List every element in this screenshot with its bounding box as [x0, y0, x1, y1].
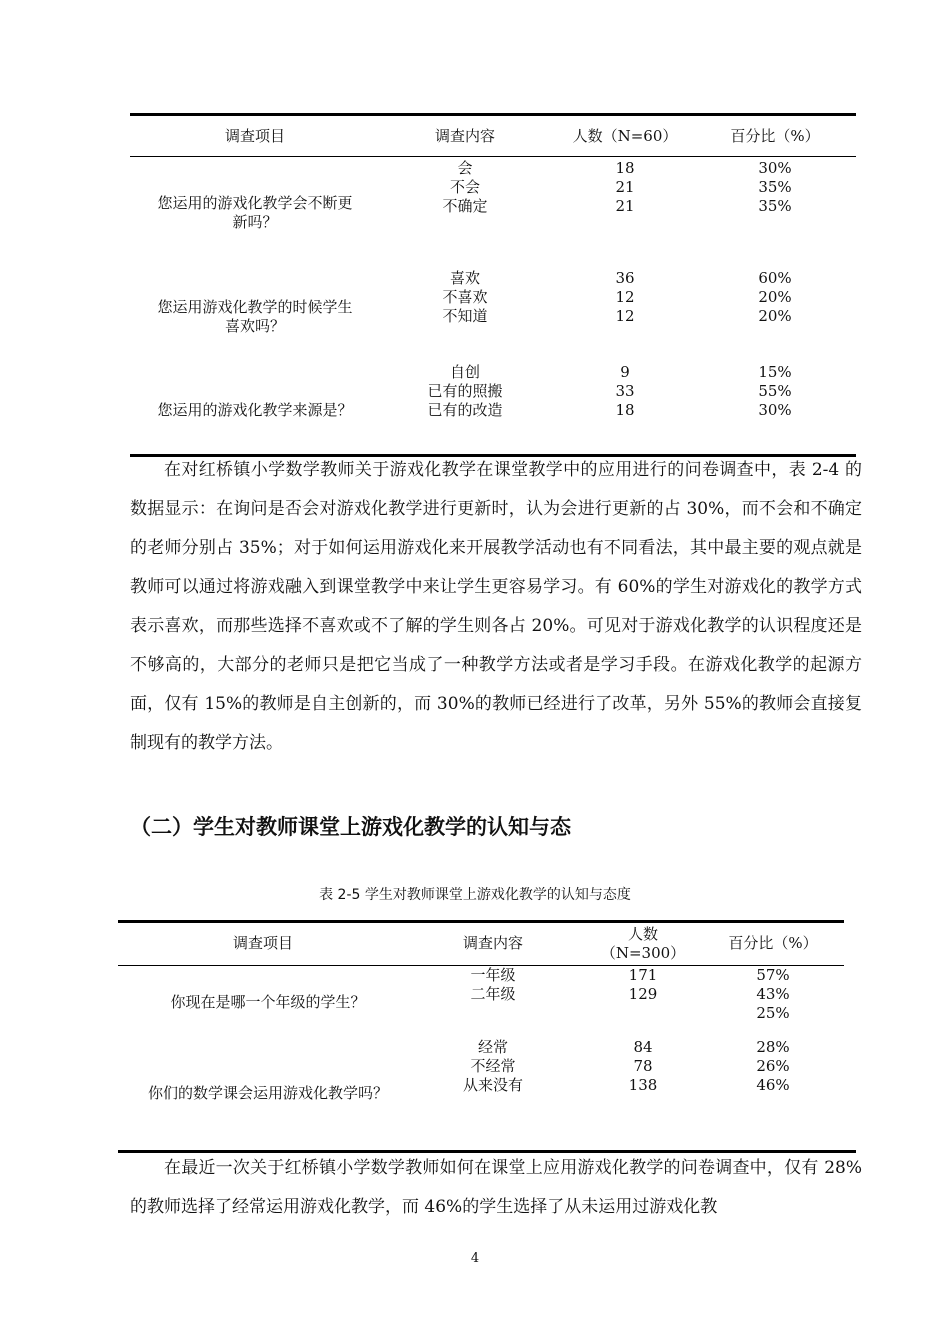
table-row-item: 你们的数学课会运用游戏化教学吗？: [147, 1084, 388, 1102]
body-paragraph: 在对红桥镇小学数学教师关于游戏化教学在课堂教学中的应用进行的问卷调查中，表 2-4 的数据显示：在询问是否会对游戏化教学进行更新时，认为会进行更新的占 30%，而不会和不确定的老师分别占 35%；对于如何运用游戏化来开展教学活动也有不同看法，其中最主要的观点就是教师可以通过将游戏融入到课堂教学中来让学生更容易学习。有 60%的学生对游戏化的教学方式表示喜欢，而那些选择不喜欢或不了解的学生则各占 20%。可见对于游戏化教学的认识程度还是不够高的，大部分的老师只是把它当成了一种教学方法或者是学习手段。在游戏化教学的起源方面，仅有 15%的教师是自主创新的，而 30%的教师已经进行了改革，另外 55%的教师会直接复制现有的教学方法。: [130, 460, 862, 753]
table-row-options: 会 不会 不确定: [442, 159, 488, 215]
table-top-rule: [130, 113, 856, 116]
header-percent: 百分比（%）: [728, 934, 818, 952]
table-header-rule: [130, 156, 856, 157]
header-item: 调查项目: [232, 934, 293, 952]
section-heading: （二）学生对教师课堂上游戏化教学的认知与态: [130, 815, 571, 839]
table-caption: 表 2-5 学生对教师课堂上游戏化教学的认知与态度: [319, 887, 631, 903]
header-percent: 百分比（%）: [730, 127, 820, 145]
table-row-counts: 36 12 12: [615, 269, 635, 325]
header-count: 人数（N=60）: [572, 127, 678, 145]
table-row-item: 您运用的游戏化教学会不断更 新吗？: [157, 194, 353, 231]
table-row-counts: 18 21 21: [615, 159, 635, 215]
header-count: 人数 （N=300）: [600, 925, 686, 962]
table-row-options: 自创 已有的照搬 已有的改造: [427, 363, 503, 419]
header-content: 调查内容: [434, 127, 495, 145]
table-row-percents: 28% 26% 46%: [756, 1038, 790, 1094]
table-row-counts: 84 78 138: [628, 1038, 658, 1094]
table-top-rule: [118, 920, 844, 923]
table-row-options: 经常 不经常 从来没有: [462, 1038, 523, 1094]
header-content: 调查内容: [462, 934, 523, 952]
table-row-percents: 30% 35% 35%: [758, 159, 792, 215]
table-row-percents: 60% 20% 20%: [758, 269, 792, 325]
table-row-item: 您运用的游戏化教学来源是？: [157, 401, 353, 419]
header-item: 调查项目: [224, 127, 285, 145]
table-row-item: 您运用游戏化教学的时候学生 喜欢吗？: [157, 298, 353, 335]
table-row-options: 喜欢 不喜欢 不知道: [442, 269, 488, 325]
body-paragraph: 在最近一次关于红桥镇小学数学教师如何在课堂上应用游戏化教学的问卷调查中，仅有 28%的教师选择了经常运用游戏化教学，而 46%的学生选择了从未运用过游戏化教: [130, 1158, 862, 1217]
table-row-percents: 15% 55% 30%: [758, 363, 792, 419]
table-row-counts: 171 129: [628, 966, 658, 1003]
table-row-item: 你现在是哪一个年级的学生？: [170, 993, 366, 1011]
page-number: 4: [470, 1251, 480, 1266]
table-row-percents: 57% 43% 25%: [756, 966, 790, 1022]
table-row-counts: 9 33 18: [615, 363, 635, 419]
table-row-options: 一年级 二年级: [470, 966, 516, 1003]
